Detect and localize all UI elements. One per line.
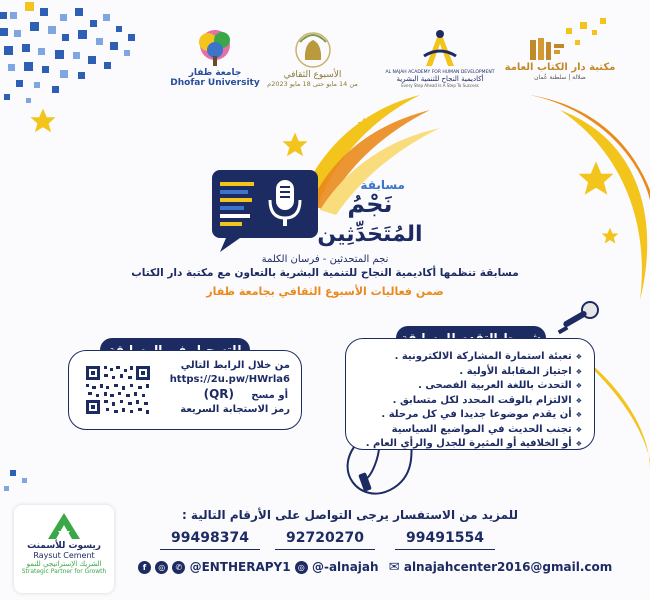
- university-en-name: Dhofar University: [170, 78, 260, 89]
- registration-qr-label: (QR): [203, 387, 234, 401]
- academy-en-name: AL NAJAH ACADEMY FOR HUMAN DEVELOPMENT: [385, 70, 495, 75]
- star-icon: [600, 226, 620, 246]
- phone-divider: [275, 549, 375, 550]
- tree-icon: [194, 28, 236, 68]
- email-address[interactable]: alnajahcenter2016@gmail.com: [403, 560, 613, 574]
- instagram-icon[interactable]: ◎: [295, 561, 308, 574]
- whatsapp-icon[interactable]: ✆: [172, 561, 185, 574]
- subtitle: نجم المتحدثين - فرسان الكلمة: [261, 254, 389, 265]
- competition-label: مسابقة: [360, 178, 405, 192]
- cultural-week-title: الأسبوع الثقافي: [283, 70, 342, 80]
- star-icon: [280, 130, 310, 160]
- academy-a-icon: [420, 26, 460, 70]
- library-name: مكتبة دار الكتاب العامة: [504, 62, 616, 73]
- sponsor-tagline-ar: الشريك الإستراتيجي للنمو: [26, 560, 102, 568]
- sponsor-tagline-en: Strategic Partner for Growth: [21, 568, 107, 575]
- rule-item: ❖ الالتزام بالوقت المحدد لكل متسابق .: [350, 394, 582, 409]
- rule-item-continued: ❖ أو الخلافية أو المثيرة للجدل والرأي العام .: [350, 437, 582, 452]
- phone-divider: [395, 549, 495, 550]
- phone-divider: [160, 549, 260, 550]
- instagram-icon[interactable]: ◎: [155, 561, 168, 574]
- star-icon: [28, 106, 58, 136]
- university-ar-name: جامعة ظفار: [188, 68, 242, 78]
- cultural-week-dates: من 14 مايو حتى 18 مايو 2023م: [267, 80, 358, 89]
- registration-qr-name: رمز الاستجابة السريعة: [180, 404, 290, 415]
- microphone-icon: [556, 300, 602, 340]
- registration-via-link: من خلال الرابط التالي: [180, 360, 290, 371]
- academy-tagline: Every Step Ahead Is A Step To Success: [401, 83, 479, 89]
- coffee-pot-icon: [290, 30, 336, 70]
- speakers-title: المُتَحَدِّثِين: [317, 222, 423, 247]
- rules-list: [350, 350, 582, 452]
- rule-item: ❖ التحدث باللغة العربية الفصحى .: [350, 379, 582, 394]
- swoosh-right: [560, 110, 647, 300]
- square-pattern-top-left: [0, 2, 135, 103]
- academy-logo: [380, 26, 500, 88]
- raysut-cement-logo-icon: [44, 511, 84, 541]
- facebook-icon[interactable]: f: [138, 561, 151, 574]
- book-icon: [528, 36, 568, 62]
- star-title: نَجْمُ: [347, 190, 393, 218]
- dhofar-university-logo: [170, 28, 260, 89]
- contact-intro: للمزيد من الاستفسار يرجى التواصل على الأرقام التالية :: [181, 508, 519, 522]
- mail-icon: ✉: [388, 560, 400, 575]
- phone-number-2[interactable]: 92720270: [286, 530, 364, 546]
- qr-code-icon[interactable]: [84, 364, 152, 416]
- star-icon: [356, 116, 372, 132]
- rule-item: ❖ اجتياز المقابلة الأولية .: [350, 365, 582, 380]
- social-handle-1[interactable]: @ENTHERAPY1: [189, 560, 291, 574]
- cultural-week-logo: [255, 30, 370, 88]
- library-location: صلالة | سلطنة عُمان: [534, 73, 586, 81]
- event-line: ضمن فعاليات الأسبوع الثقافي بجامعة ظفار: [206, 285, 444, 298]
- phone-number-3[interactable]: 99491554: [406, 530, 484, 546]
- academy-ar-name: أكاديمية النجاح للتنمية البشرية: [396, 75, 484, 83]
- phone-number-1[interactable]: 99498374: [171, 530, 249, 546]
- sponsor-en-name: Raysut Cement: [33, 551, 95, 560]
- social-handle-2[interactable]: @-alnajah: [311, 560, 379, 574]
- library-logo: [500, 36, 620, 81]
- rule-item: ❖ أن يقدم موضوعا جديدا في كل مرحلة .: [350, 408, 582, 423]
- organizer-line: مسابقة تنظمها أكاديمية النجاح للتنمية البشرية بالتعاون مع مكتبة دار الكتاب: [131, 267, 519, 279]
- sponsor-card: [14, 505, 114, 593]
- registration-link[interactable]: https://2u.pw/HWrla6: [169, 374, 290, 385]
- rule-item: ❖ تعبئة استمارة المشاركة الالكترونية .: [350, 350, 582, 365]
- star-icon: [575, 158, 617, 200]
- sponsor-ar-name: ريسوت للأسمنت: [27, 541, 101, 551]
- social-bar: [138, 560, 638, 575]
- registration-or-scan: أو مسح: [251, 390, 288, 401]
- rule-item: ❖ تجنب الحديث في المواضيع السياسية: [350, 423, 582, 438]
